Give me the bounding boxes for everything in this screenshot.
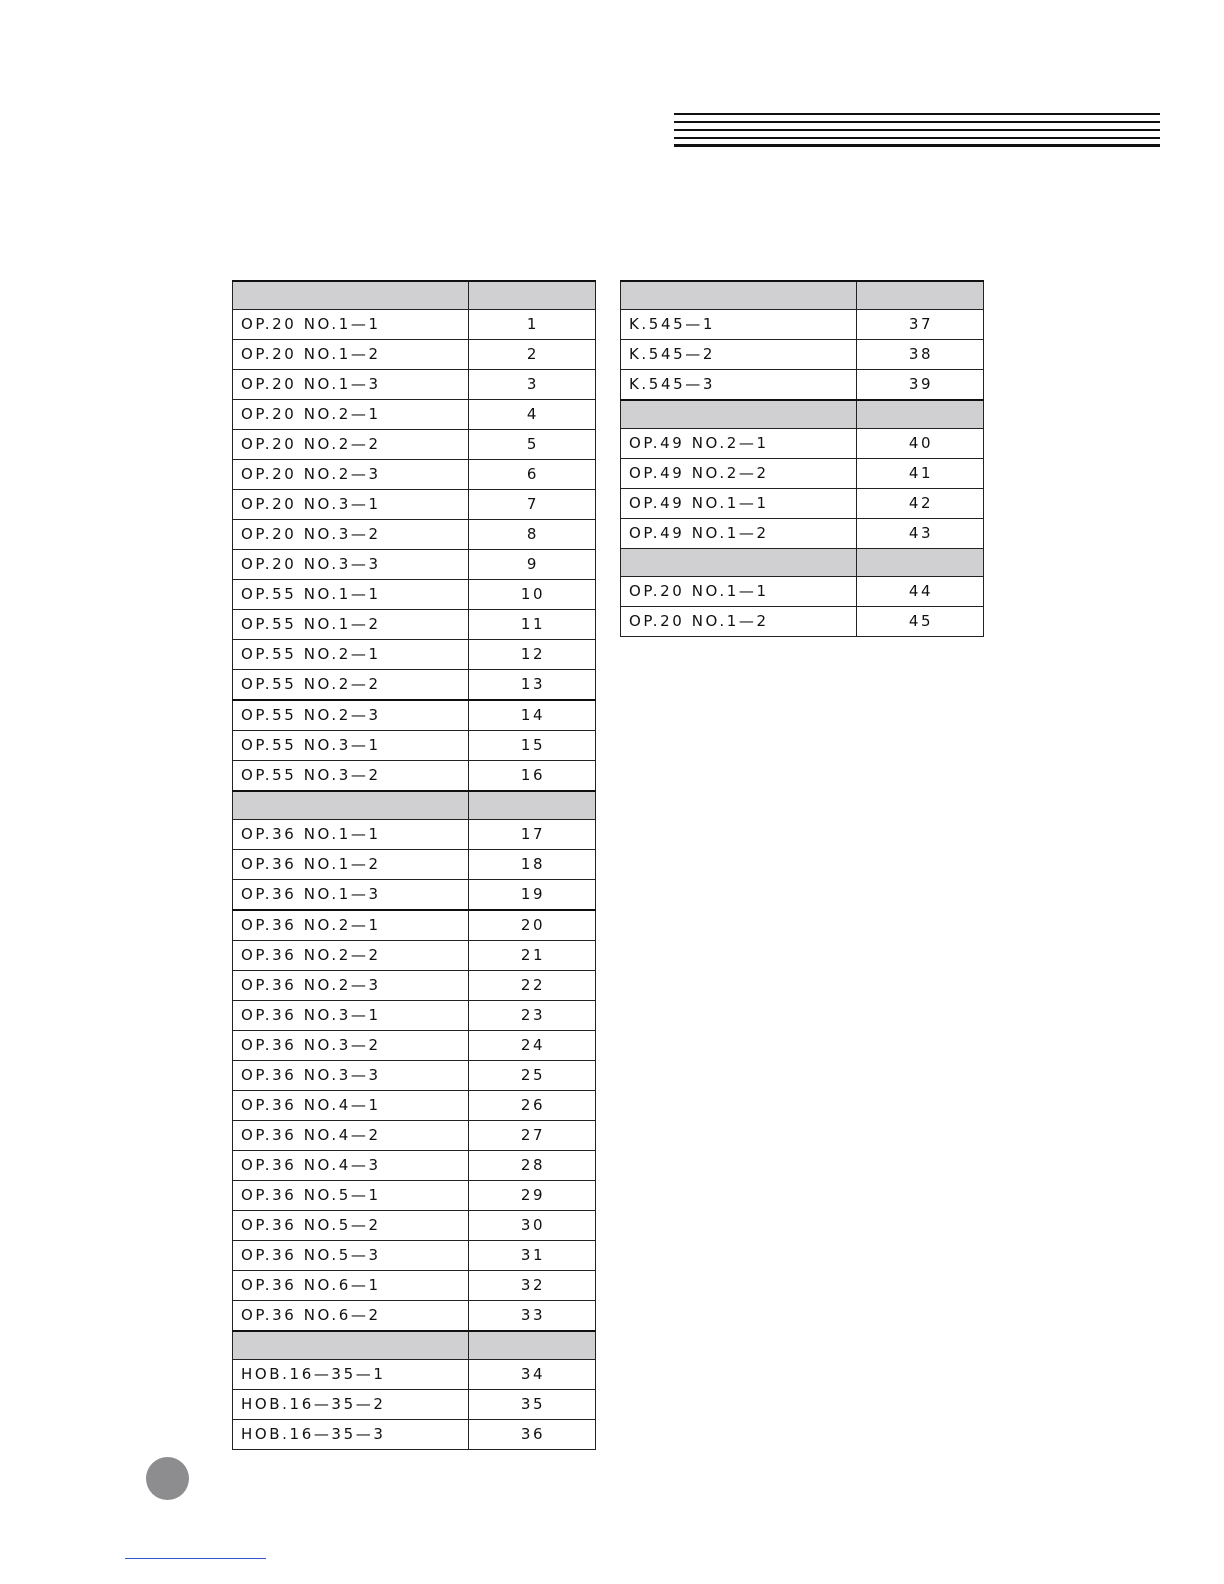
track-number: 30 [469, 1211, 596, 1241]
group-track-cell [857, 281, 984, 310]
track-number: 4 [469, 400, 596, 430]
table-row [233, 1420, 596, 1450]
table-row [233, 340, 596, 370]
piece-label: OP.55 NO.3—2 [233, 761, 469, 792]
track-number: 1 [469, 310, 596, 340]
table-row [233, 1001, 596, 1031]
table-row [233, 610, 596, 640]
group-header-row [621, 549, 984, 577]
group-header-row [621, 281, 984, 310]
piece-label: OP.20 NO.1—2 [621, 607, 857, 637]
table-row [233, 880, 596, 911]
track-number: 36 [469, 1420, 596, 1450]
track-number: 25 [469, 1061, 596, 1091]
track-number: 13 [469, 670, 596, 701]
track-number: 24 [469, 1031, 596, 1061]
piece-label: OP.36 NO.3—3 [233, 1061, 469, 1091]
track-number: 18 [469, 850, 596, 880]
group-header-row [621, 400, 984, 429]
piece-label: OP.20 NO.1—1 [621, 577, 857, 607]
piece-label: OP.36 NO.4—1 [233, 1091, 469, 1121]
track-number: 8 [469, 520, 596, 550]
staff-line [674, 144, 1160, 147]
track-number: 17 [469, 820, 596, 850]
table-row [233, 1271, 596, 1301]
piece-label: OP.20 NO.3—2 [233, 520, 469, 550]
group-header-row [233, 281, 596, 310]
piece-label: OP.20 NO.2—2 [233, 430, 469, 460]
track-number: 11 [469, 610, 596, 640]
track-list-table-left [232, 280, 596, 1450]
piece-label: OP.36 NO.2—2 [233, 941, 469, 971]
table-row [233, 820, 596, 850]
group-header-row [233, 1331, 596, 1360]
group-title-cell [621, 281, 857, 310]
staff-line [674, 137, 1160, 139]
track-number: 40 [857, 429, 984, 459]
group-title-cell [233, 1331, 469, 1360]
piece-label: OP.36 NO.5—3 [233, 1241, 469, 1271]
table-row [233, 1211, 596, 1241]
group-title-cell [233, 791, 469, 820]
track-number: 45 [857, 607, 984, 637]
track-number: 27 [469, 1121, 596, 1151]
track-number: 6 [469, 460, 596, 490]
table-row [233, 1390, 596, 1420]
track-number: 32 [469, 1271, 596, 1301]
piece-label: HOB.16—35—1 [233, 1360, 469, 1390]
table-row [233, 1031, 596, 1061]
track-number: 9 [469, 550, 596, 580]
piece-label: OP.36 NO.5—2 [233, 1211, 469, 1241]
page-number-badge [146, 1457, 189, 1500]
table-row [233, 370, 596, 400]
track-number: 37 [857, 310, 984, 340]
piece-label: OP.20 NO.1—3 [233, 370, 469, 400]
track-number: 5 [469, 430, 596, 460]
piece-label: OP.49 NO.1—1 [621, 489, 857, 519]
group-track-cell [469, 281, 596, 310]
table-row [233, 1121, 596, 1151]
table-row [233, 731, 596, 761]
table-row [233, 400, 596, 430]
piece-label: OP.36 NO.4—3 [233, 1151, 469, 1181]
track-number: 35 [469, 1390, 596, 1420]
table-row [621, 489, 984, 519]
group-title-cell [233, 281, 469, 310]
table-row [233, 941, 596, 971]
piece-label: K.545—2 [621, 340, 857, 370]
track-number: 39 [857, 370, 984, 401]
track-number: 28 [469, 1151, 596, 1181]
track-number: 10 [469, 580, 596, 610]
piece-label: OP.36 NO.6—2 [233, 1301, 469, 1332]
table-row [233, 310, 596, 340]
table-row [233, 490, 596, 520]
track-number: 21 [469, 941, 596, 971]
track-number: 43 [857, 519, 984, 549]
table-row [233, 850, 596, 880]
table-row [621, 370, 984, 401]
table-row [233, 1151, 596, 1181]
piece-label: K.545—3 [621, 370, 857, 401]
track-number: 12 [469, 640, 596, 670]
track-number: 22 [469, 971, 596, 1001]
piece-label: OP.20 NO.3—3 [233, 550, 469, 580]
table-row [233, 580, 596, 610]
piece-label: OP.55 NO.2—3 [233, 700, 469, 731]
table-row [233, 1091, 596, 1121]
track-list-table-right [620, 280, 984, 637]
table-row [233, 700, 596, 731]
group-track-cell [857, 549, 984, 577]
track-number: 14 [469, 700, 596, 731]
piece-label: OP.55 NO.1—1 [233, 580, 469, 610]
piece-label: OP.55 NO.2—1 [233, 640, 469, 670]
piece-label: OP.49 NO.1—2 [621, 519, 857, 549]
table-row [621, 310, 984, 340]
table-row [233, 1360, 596, 1390]
table-row [621, 429, 984, 459]
piece-label: OP.20 NO.1—1 [233, 310, 469, 340]
piece-label: OP.49 NO.2—2 [621, 459, 857, 489]
track-number: 31 [469, 1241, 596, 1271]
table-row [233, 1301, 596, 1332]
track-number: 7 [469, 490, 596, 520]
track-number: 41 [857, 459, 984, 489]
piece-label: OP.20 NO.2—3 [233, 460, 469, 490]
group-title-cell [621, 549, 857, 577]
track-number: 19 [469, 880, 596, 911]
table-row [233, 520, 596, 550]
group-header-row [233, 791, 596, 820]
track-number: 26 [469, 1091, 596, 1121]
track-number: 20 [469, 910, 596, 941]
table-row [233, 640, 596, 670]
piece-label: OP.36 NO.1—2 [233, 850, 469, 880]
piece-label: OP.36 NO.3—1 [233, 1001, 469, 1031]
table-row [233, 1061, 596, 1091]
track-number: 42 [857, 489, 984, 519]
staff-line [674, 129, 1160, 131]
table-row [621, 459, 984, 489]
piece-label: HOB.16—35—3 [233, 1420, 469, 1450]
track-number: 38 [857, 340, 984, 370]
group-title-cell [621, 400, 857, 429]
piece-label: OP.36 NO.4—2 [233, 1121, 469, 1151]
table-row [233, 910, 596, 941]
staff-line [674, 113, 1160, 115]
track-number: 44 [857, 577, 984, 607]
piece-label: OP.20 NO.2—1 [233, 400, 469, 430]
group-track-cell [857, 400, 984, 429]
group-track-cell [469, 1331, 596, 1360]
table-row [233, 1241, 596, 1271]
track-number: 2 [469, 340, 596, 370]
table-row [621, 340, 984, 370]
track-number: 34 [469, 1360, 596, 1390]
piece-label: OP.36 NO.2—1 [233, 910, 469, 941]
track-number: 15 [469, 731, 596, 761]
staff-line [674, 121, 1160, 123]
table-row [621, 519, 984, 549]
piece-label: OP.49 NO.2—1 [621, 429, 857, 459]
piece-label: OP.20 NO.3—1 [233, 490, 469, 520]
piece-label: OP.55 NO.1—2 [233, 610, 469, 640]
piece-label: OP.55 NO.3—1 [233, 731, 469, 761]
footer-rule [125, 1558, 266, 1559]
piece-label: OP.36 NO.2—3 [233, 971, 469, 1001]
table-row [233, 761, 596, 792]
table-row [233, 670, 596, 701]
table-row [621, 607, 984, 637]
track-number: 33 [469, 1301, 596, 1332]
piece-label: OP.36 NO.3—2 [233, 1031, 469, 1061]
piece-label: OP.55 NO.2—2 [233, 670, 469, 701]
table-row [233, 550, 596, 580]
piece-label: HOB.16—35—2 [233, 1390, 469, 1420]
track-number: 3 [469, 370, 596, 400]
piece-label: OP.20 NO.1—2 [233, 340, 469, 370]
track-number: 29 [469, 1181, 596, 1211]
piece-label: K.545—1 [621, 310, 857, 340]
table-row [233, 1181, 596, 1211]
piece-label: OP.36 NO.1—1 [233, 820, 469, 850]
track-number: 23 [469, 1001, 596, 1031]
table-row [621, 577, 984, 607]
group-track-cell [469, 791, 596, 820]
music-staff-decoration [674, 113, 1160, 147]
piece-label: OP.36 NO.1—3 [233, 880, 469, 911]
piece-label: OP.36 NO.6—1 [233, 1271, 469, 1301]
piece-label: OP.36 NO.5—1 [233, 1181, 469, 1211]
table-row [233, 971, 596, 1001]
table-row [233, 430, 596, 460]
table-row [233, 460, 596, 490]
track-number: 16 [469, 761, 596, 792]
